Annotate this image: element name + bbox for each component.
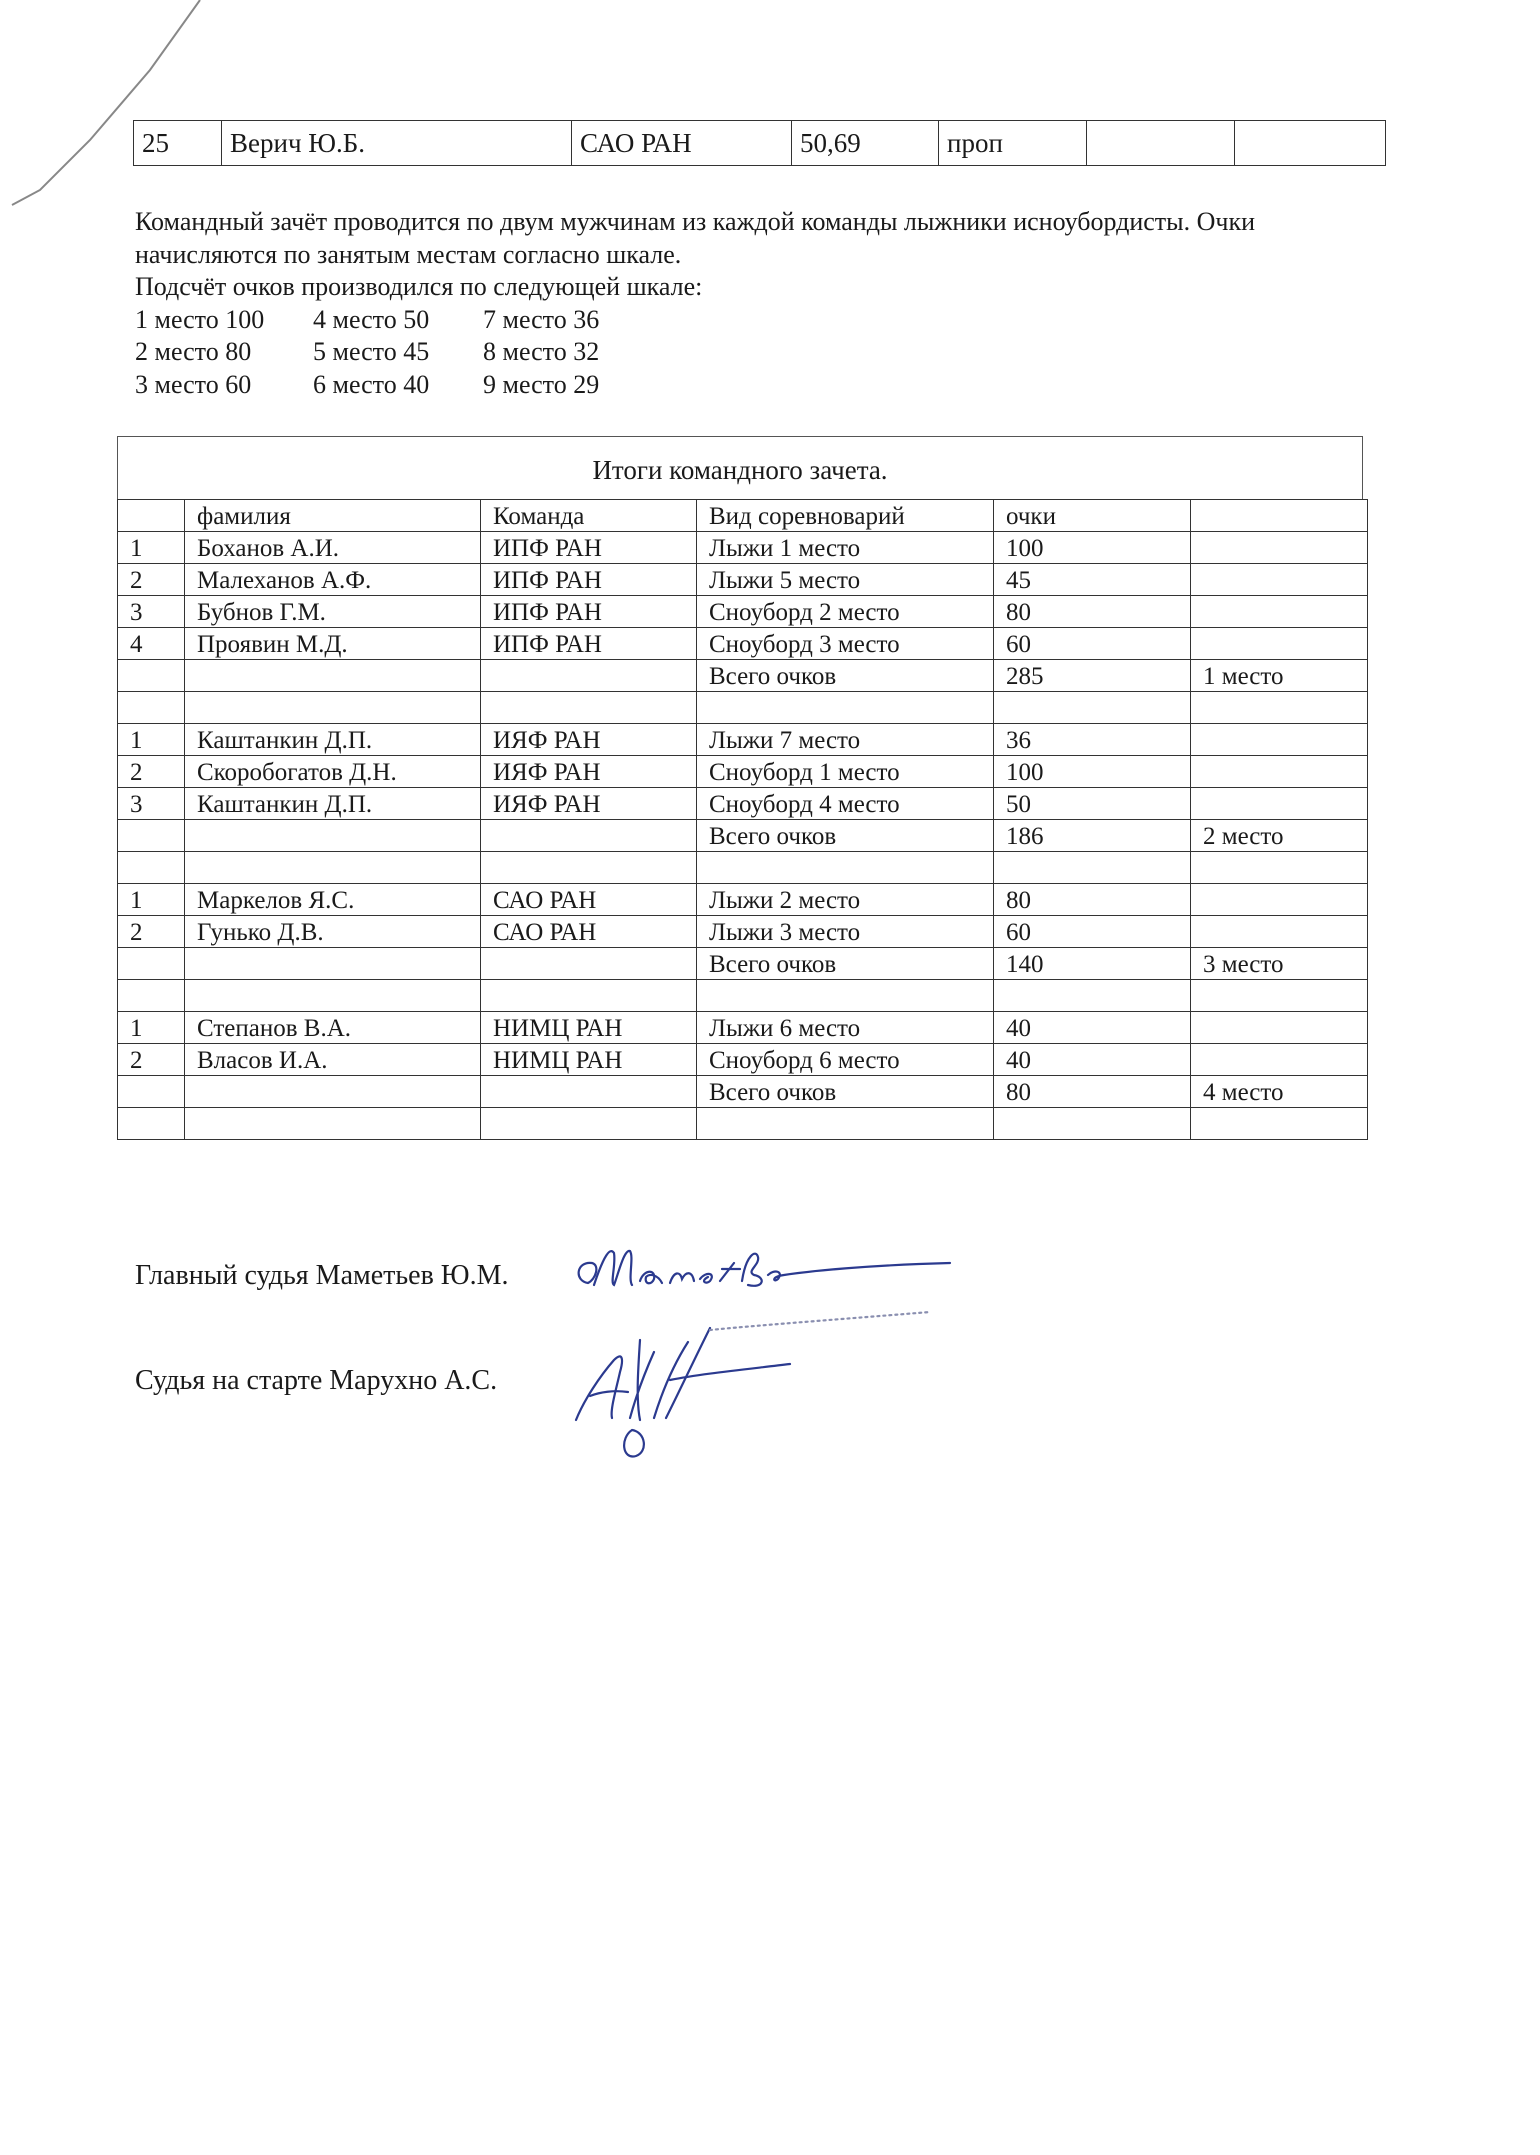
cell-name: Маркелов Я.С. — [185, 884, 481, 916]
cell-name: Проявин М.Д. — [185, 628, 481, 660]
cell-place: 1 место — [1191, 660, 1368, 692]
cell-team: ИЯФ РАН — [481, 788, 697, 820]
cell-place — [1191, 980, 1368, 1012]
team-results-caption: Итоги командного зачета. — [117, 436, 1363, 499]
cell-number — [118, 660, 185, 692]
cell-number: 2 — [118, 756, 185, 788]
cell-points — [994, 1108, 1191, 1140]
scale-cell: 7 место 36 — [483, 304, 600, 334]
scale-cell: 6 место 40 — [313, 369, 430, 399]
cell-number — [118, 852, 185, 884]
table-row — [118, 852, 1368, 884]
header-cell — [118, 500, 185, 532]
table-row — [118, 724, 1368, 756]
cell-points — [994, 980, 1191, 1012]
cell-team: ИПФ РАН — [481, 564, 697, 596]
cell-name — [185, 692, 481, 724]
table-row — [118, 788, 1368, 820]
cell-name: Верич Ю.Б. — [222, 121, 572, 166]
cell-place — [1191, 1012, 1368, 1044]
table-row — [118, 756, 1368, 788]
cell-points: 80 — [994, 884, 1191, 916]
cell-number — [118, 980, 185, 1012]
scale-row — [135, 336, 1395, 369]
cell-event: Сноуборд 6 место — [697, 1044, 994, 1076]
table-row — [118, 532, 1368, 564]
cell-place — [1191, 1108, 1368, 1140]
cell-event: Лыжи 2 место — [697, 884, 994, 916]
team-results — [117, 436, 1365, 1140]
cell-team — [481, 852, 697, 884]
scale-cell: 9 место 29 — [483, 369, 600, 399]
cell-team: САО РАН — [572, 121, 792, 166]
cell-time: 50,69 — [792, 121, 939, 166]
cell-place — [1191, 564, 1368, 596]
cell-team: ИЯФ РАН — [481, 756, 697, 788]
table-row — [134, 121, 1386, 166]
cell-place — [1191, 916, 1368, 948]
cell-number: 4 — [118, 628, 185, 660]
scale-cell: 2 место 80 — [135, 337, 252, 366]
cell-number — [118, 692, 185, 724]
cell-event: Лыжи 6 место — [697, 1012, 994, 1044]
cell-name: Каштанкин Д.П. — [185, 724, 481, 756]
cell-name — [185, 1076, 481, 1108]
cell-place — [1191, 532, 1368, 564]
cell-name: Степанов В.А. — [185, 1012, 481, 1044]
cell-points: 80 — [994, 596, 1191, 628]
table-row — [118, 820, 1368, 852]
table-row — [118, 596, 1368, 628]
cell-event — [697, 980, 994, 1012]
cell-event: Всего очков — [697, 820, 994, 852]
cell-points: 60 — [994, 628, 1191, 660]
cell-place: 3 место — [1191, 948, 1368, 980]
explanation-paragraph: Командный зачёт проводится по двум мужчинам из каждой команды лыжники исноубордисты. Очки начисляются по занятым местам согласно шкале. — [135, 207, 1256, 269]
cell-event: Сноуборд 1 место — [697, 756, 994, 788]
cell-place: 4 место — [1191, 1076, 1368, 1108]
cell-points: 45 — [994, 564, 1191, 596]
cell-place — [1191, 596, 1368, 628]
cell-number: 3 — [118, 788, 185, 820]
cell-event: Всего очков — [697, 1076, 994, 1108]
team-results-body — [118, 532, 1368, 1140]
cell-team: ИЯФ РАН — [481, 724, 697, 756]
cell-number — [118, 820, 185, 852]
cell-points: 100 — [994, 532, 1191, 564]
cell-event: Сноуборд 4 место — [697, 788, 994, 820]
table-row — [118, 948, 1368, 980]
cell-event: Всего очков — [697, 660, 994, 692]
cell-points: 186 — [994, 820, 1191, 852]
cell-name: Каштанкин Д.П. — [185, 788, 481, 820]
cell-number: 2 — [118, 564, 185, 596]
cell-event: Сноуборд 3 место — [697, 628, 994, 660]
scale-cell: 3 место 60 — [135, 369, 252, 399]
cell-points: 140 — [994, 948, 1191, 980]
cell-name — [185, 820, 481, 852]
cell-points — [994, 692, 1191, 724]
cell-points — [994, 852, 1191, 884]
chief-judge-line: Главный судья Маметьев Ю.М. — [135, 1260, 509, 1291]
table-row — [118, 916, 1368, 948]
explanation-scale-intro: Подсчёт очков производился по следующей шкале: — [135, 272, 703, 301]
cell-team — [481, 1108, 697, 1140]
table-row — [118, 1076, 1368, 1108]
cell-number — [118, 1108, 185, 1140]
scoring-explanation — [135, 206, 1395, 401]
cell-number — [118, 948, 185, 980]
cell-name: Боханов А.И. — [185, 532, 481, 564]
cell-name — [185, 980, 481, 1012]
cell-number: 1 — [118, 1012, 185, 1044]
cell-team — [481, 980, 697, 1012]
cell-name — [185, 660, 481, 692]
cell-team — [481, 948, 697, 980]
cell-number: 1 — [118, 884, 185, 916]
cell-points: 80 — [994, 1076, 1191, 1108]
cell-team — [481, 820, 697, 852]
cell-points: 285 — [994, 660, 1191, 692]
cell-team: ИПФ РАН — [481, 532, 697, 564]
cell-name — [185, 852, 481, 884]
cell-team — [481, 1076, 697, 1108]
cell-points: 36 — [994, 724, 1191, 756]
cell-team — [481, 660, 697, 692]
cell-number: 1 — [118, 724, 185, 756]
cell-place — [1191, 692, 1368, 724]
cell-number — [118, 1076, 185, 1108]
cell-number: 25 — [134, 121, 222, 166]
scale-row — [135, 304, 1395, 337]
cell-empty — [1087, 121, 1235, 166]
table-row — [118, 1044, 1368, 1076]
cell-event: Лыжи 1 место — [697, 532, 994, 564]
cell-name: Власов И.А. — [185, 1044, 481, 1076]
scale-cell: 5 место 45 — [313, 337, 430, 366]
cell-event — [697, 692, 994, 724]
table-row — [118, 1108, 1368, 1140]
header-cell: Команда — [481, 500, 697, 532]
cell-place — [1191, 724, 1368, 756]
cell-event: Лыжи 7 место — [697, 724, 994, 756]
cell-place — [1191, 884, 1368, 916]
cell-team — [481, 692, 697, 724]
cell-name — [185, 948, 481, 980]
cell-event: Всего очков — [697, 948, 994, 980]
cell-place — [1191, 756, 1368, 788]
header-cell: фамилия — [185, 500, 481, 532]
cell-number: 2 — [118, 1044, 185, 1076]
header-cell — [1191, 500, 1368, 532]
cell-event — [697, 1108, 994, 1140]
cell-name: Бубнов Г.М. — [185, 596, 481, 628]
cell-team: НИМЦ РАН — [481, 1044, 697, 1076]
cell-place — [1191, 788, 1368, 820]
cell-team: САО РАН — [481, 884, 697, 916]
table-row — [118, 692, 1368, 724]
cell-name: Гунько Д.В. — [185, 916, 481, 948]
table-header-row — [118, 500, 1368, 532]
scan-artifact-line — [0, 0, 220, 220]
scale-row — [135, 369, 1395, 402]
cell-number: 1 — [118, 532, 185, 564]
cell-note: проп — [939, 121, 1087, 166]
cell-event: Лыжи 5 место — [697, 564, 994, 596]
header-cell: Вид соревноварий — [697, 500, 994, 532]
cell-event: Лыжи 3 место — [697, 916, 994, 948]
header-cell: очки — [994, 500, 1191, 532]
cell-points: 40 — [994, 1044, 1191, 1076]
table-row — [118, 564, 1368, 596]
chief-judge-signature — [570, 1235, 960, 1305]
table-row — [118, 628, 1368, 660]
team-results-table — [117, 499, 1368, 1140]
scale-cell: 8 место 32 — [483, 337, 600, 366]
table-row — [118, 980, 1368, 1012]
cell-place: 2 место — [1191, 820, 1368, 852]
cell-place — [1191, 852, 1368, 884]
cell-event: Сноуборд 2 место — [697, 596, 994, 628]
cell-points: 100 — [994, 756, 1191, 788]
start-judge-line: Судья на старте Марухно А.С. — [135, 1365, 498, 1396]
cell-event — [697, 852, 994, 884]
scale-cell: 1 место 100 — [135, 304, 265, 334]
start-judge-signature — [570, 1300, 950, 1465]
cell-team: САО РАН — [481, 916, 697, 948]
cell-place — [1191, 628, 1368, 660]
cell-empty — [1235, 121, 1386, 166]
scale-cell: 4 место 50 — [313, 304, 430, 334]
cell-team: ИПФ РАН — [481, 596, 697, 628]
cell-team: НИМЦ РАН — [481, 1012, 697, 1044]
cell-name — [185, 1108, 481, 1140]
cell-place — [1191, 1044, 1368, 1076]
table-row — [118, 884, 1368, 916]
results-table-fragment — [133, 120, 1386, 166]
cell-number: 3 — [118, 596, 185, 628]
cell-points: 50 — [994, 788, 1191, 820]
cell-points: 40 — [994, 1012, 1191, 1044]
table-row — [118, 660, 1368, 692]
cell-number: 2 — [118, 916, 185, 948]
cell-points: 60 — [994, 916, 1191, 948]
table-row — [118, 1012, 1368, 1044]
cell-name: Малеханов А.Ф. — [185, 564, 481, 596]
cell-name: Скоробогатов Д.Н. — [185, 756, 481, 788]
cell-team: ИПФ РАН — [481, 628, 697, 660]
